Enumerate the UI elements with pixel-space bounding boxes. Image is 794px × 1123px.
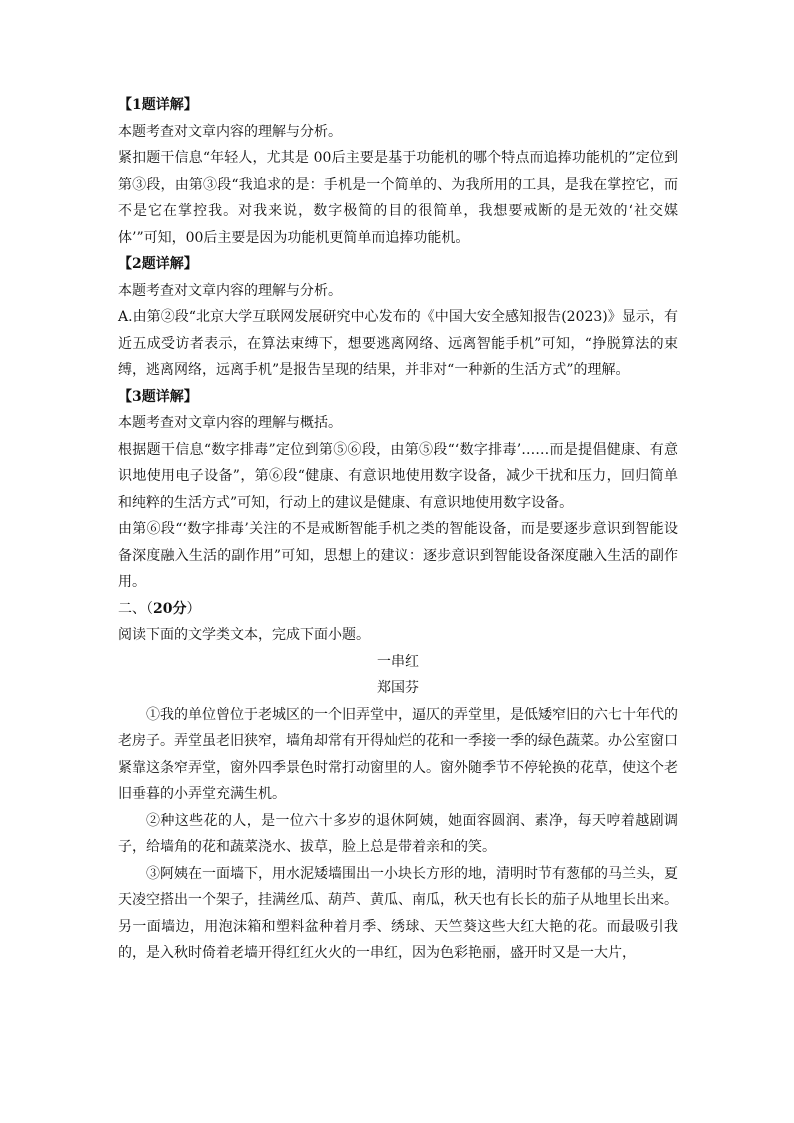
q3-intro: 本题考查对文章内容的理解与概括。	[118, 415, 342, 431]
section-2-instruction: 阅读下面的文学类文本，完成下面小题。	[118, 627, 370, 643]
q1-intro: 本题考查对文章内容的理解与分析。	[118, 123, 342, 140]
q1-heading: 【1题详解】	[118, 97, 198, 113]
article-author: 郑国芬	[377, 680, 419, 696]
q3-body-2: 由第⑥段“‘数字排毒’关注的不是戒断智能手机之类的智能设备，而是要逐步意识到智能设备深度融入生活的副作用”可知，思想上的建议：逐步意识到智能设备深度融入生活的副作用。	[118, 521, 678, 590]
q3-body-1: 根据题干信息“数字排毒”定位到第⑤⑥段，由第⑤段“‘数字排毒’……而是提倡健康、有意识地使用电子设备”，第⑥段“健康、有意识地使用数字设备，减少干扰和压力，回归简单和纯粹的生活方式”可知，行动上的建议是健康、有意识地使用数字设备。	[118, 441, 678, 511]
section-2-heading	[118, 596, 678, 623]
section-2-suffix: ）	[186, 600, 201, 617]
article-paragraph-3: ③阿姨在一面墙下，用水泥矮墙围出一小块长方形的地，清明时节有葱郁的马兰头，夏天凌空搭出一个架子，挂满丝瓜、葫芦、黄瓜、南瓜，秋天也有长长的茄子从地里长出来。另一面墙边，用泡沫箱和塑料盆种着月季、绣球、天竺葵这些大红大艳的花。而最吸引我的，是入秋时倚着老墙开得红红火火的一串红，因为色彩艳丽，盛开时又是一大片，	[118, 865, 678, 961]
article-paragraph-1: ①我的单位曾位于老城区的一个旧弄堂中，逼仄的弄堂里，是低矮窄旧的六七十年代的老房子。弄堂虽老旧狭窄，墙角却常有开得灿烂的花和一季接一季的绿色蔬菜。办公室窗口紧靠这条窄弄堂，窗外四季景色时常打动窗里的人。窗外随季节不停轮换的花草，使这个老旧垂暮的小弄堂充满生机。	[118, 706, 678, 802]
section-2-score: 20分	[153, 600, 187, 617]
section-2-prefix: 二、（	[118, 600, 153, 617]
q2-body: A.由第②段“北京大学互联网发展研究中心发布的《中国大安全感知报告(2023)》显示，有近五成受访者表示，在算法束缚下，想要逃离网络、远离智能手机”可知，“挣脱算法的束缚，逃离网络，远离手机”是报告呈现的结果，并非对“一种新的生活方式”的理解。	[118, 309, 678, 378]
q2-intro: 本题考查对文章内容的理解与分析。	[118, 282, 342, 299]
q2-heading: 【2题详解】	[118, 256, 198, 272]
q1-body: 紧扣题干信息“年轻人，尤其是 00后主要是基于功能机的哪个特点而追捧功能机的”定位到第③段，由第③段“我追求的是：手机是一个简单的、为我所用的工具，是我在掌控它，而不是它在掌控我。对我来说，数字极简的目的很简单，我想要戒断的是无效的‘社交媒体’”可知，00后主要是因为功能机更简单而追捧功能机。	[118, 150, 678, 246]
article-paragraph-2: ②种这些花的人，是一位六十多岁的退休阿姨，她面容圆润、素净，每天哼着越剧调子，给墙角的花和蔬菜浇水、拔草，脸上总是带着亲和的笑。	[118, 812, 678, 855]
document-page	[118, 92, 678, 967]
article-title: 一串红	[377, 653, 419, 670]
q3-heading: 【3题详解】	[118, 388, 198, 405]
